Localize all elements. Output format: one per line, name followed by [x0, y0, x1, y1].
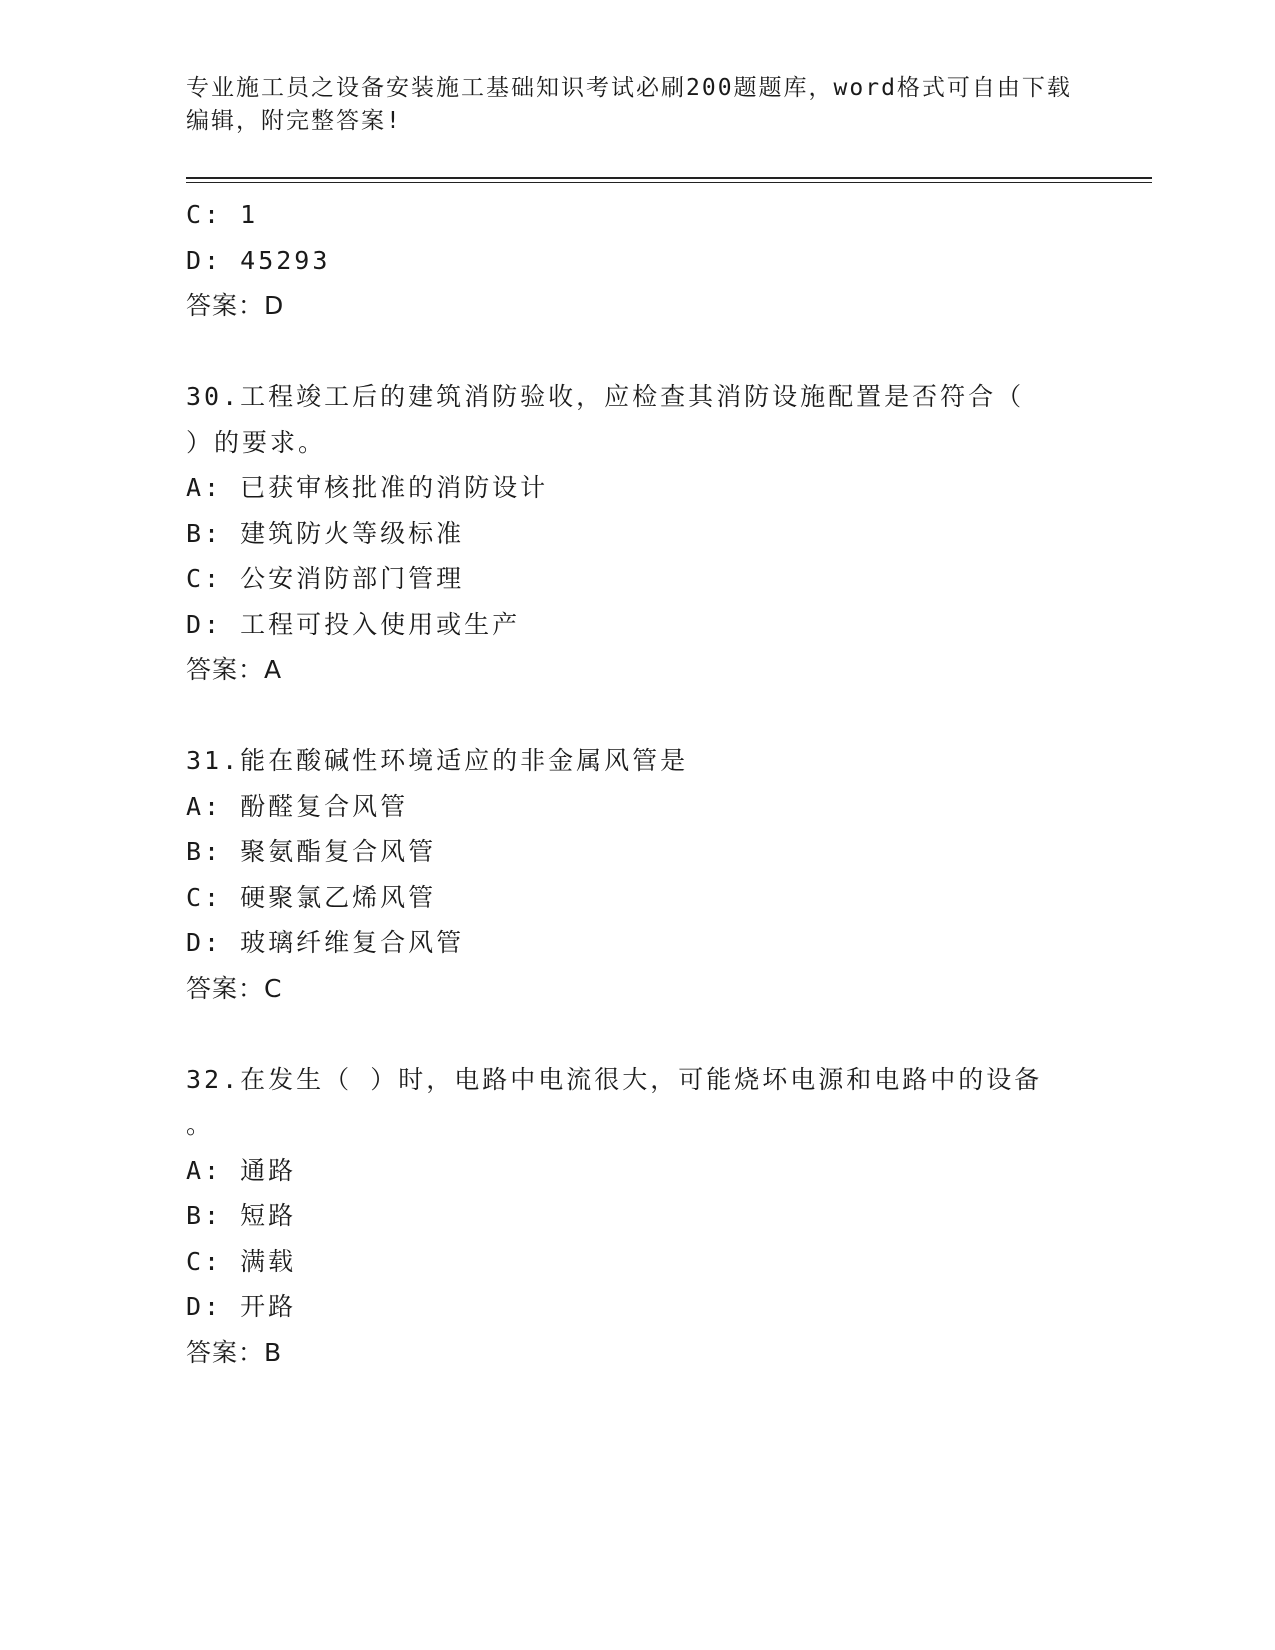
question-32	[186, 1057, 1086, 1376]
question-list	[186, 192, 1086, 1375]
header-divider-thin	[186, 182, 1152, 183]
option-d: D: 45293	[186, 245, 331, 275]
header-divider-thick	[186, 177, 1152, 179]
question-text-continued: 。	[186, 1110, 215, 1139]
question-text: 32.在发生（ ）时，电路中电流很大，可能烧坏电源和电路中的设备	[186, 1064, 1043, 1094]
question-text: 30.工程竣工后的建筑消防验收，应检查其消防设施配置是否符合（	[186, 382, 1025, 411]
option-c: C: 公安消防部门管理	[186, 564, 465, 593]
answer: 答案：A	[186, 655, 283, 684]
header-line-1: 专业施工员之设备安装施工基础知识考试必刷200题题库，word格式可自由下载	[186, 75, 1072, 101]
document-header	[186, 72, 1086, 138]
option-b: B: 建筑防火等级标准	[186, 518, 465, 548]
option-a: A: 已获审核批准的消防设计	[186, 473, 549, 502]
question-31	[186, 738, 1086, 1011]
option-b: B: 聚氨酯复合风管	[186, 837, 437, 866]
option-a: A: 酚醛复合风管	[186, 791, 409, 821]
answer: 答案：D	[186, 291, 285, 320]
option-c: C: 1	[186, 200, 259, 229]
option-d: D: 玻璃纤维复合风管	[186, 928, 465, 957]
option-a: A: 通路	[186, 1155, 297, 1185]
answer: 答案：B	[186, 1337, 283, 1367]
option-c: C: 满载	[186, 1246, 297, 1276]
option-d: D: 开路	[186, 1292, 297, 1321]
question-text: 31.能在酸碱性环境适应的非金属风管是	[186, 746, 689, 775]
question-text-continued: ）的要求。	[186, 427, 327, 457]
option-c: C: 硬聚氯乙烯风管	[186, 882, 437, 912]
option-b: B: 短路	[186, 1201, 297, 1230]
question-29-tail	[186, 192, 1086, 329]
answer: 答案：C	[186, 973, 283, 1003]
question-30	[186, 374, 1086, 693]
header-line-2: 编辑，附完整答案!	[186, 108, 402, 134]
option-d: D: 工程可投入使用或生产	[186, 609, 521, 639]
